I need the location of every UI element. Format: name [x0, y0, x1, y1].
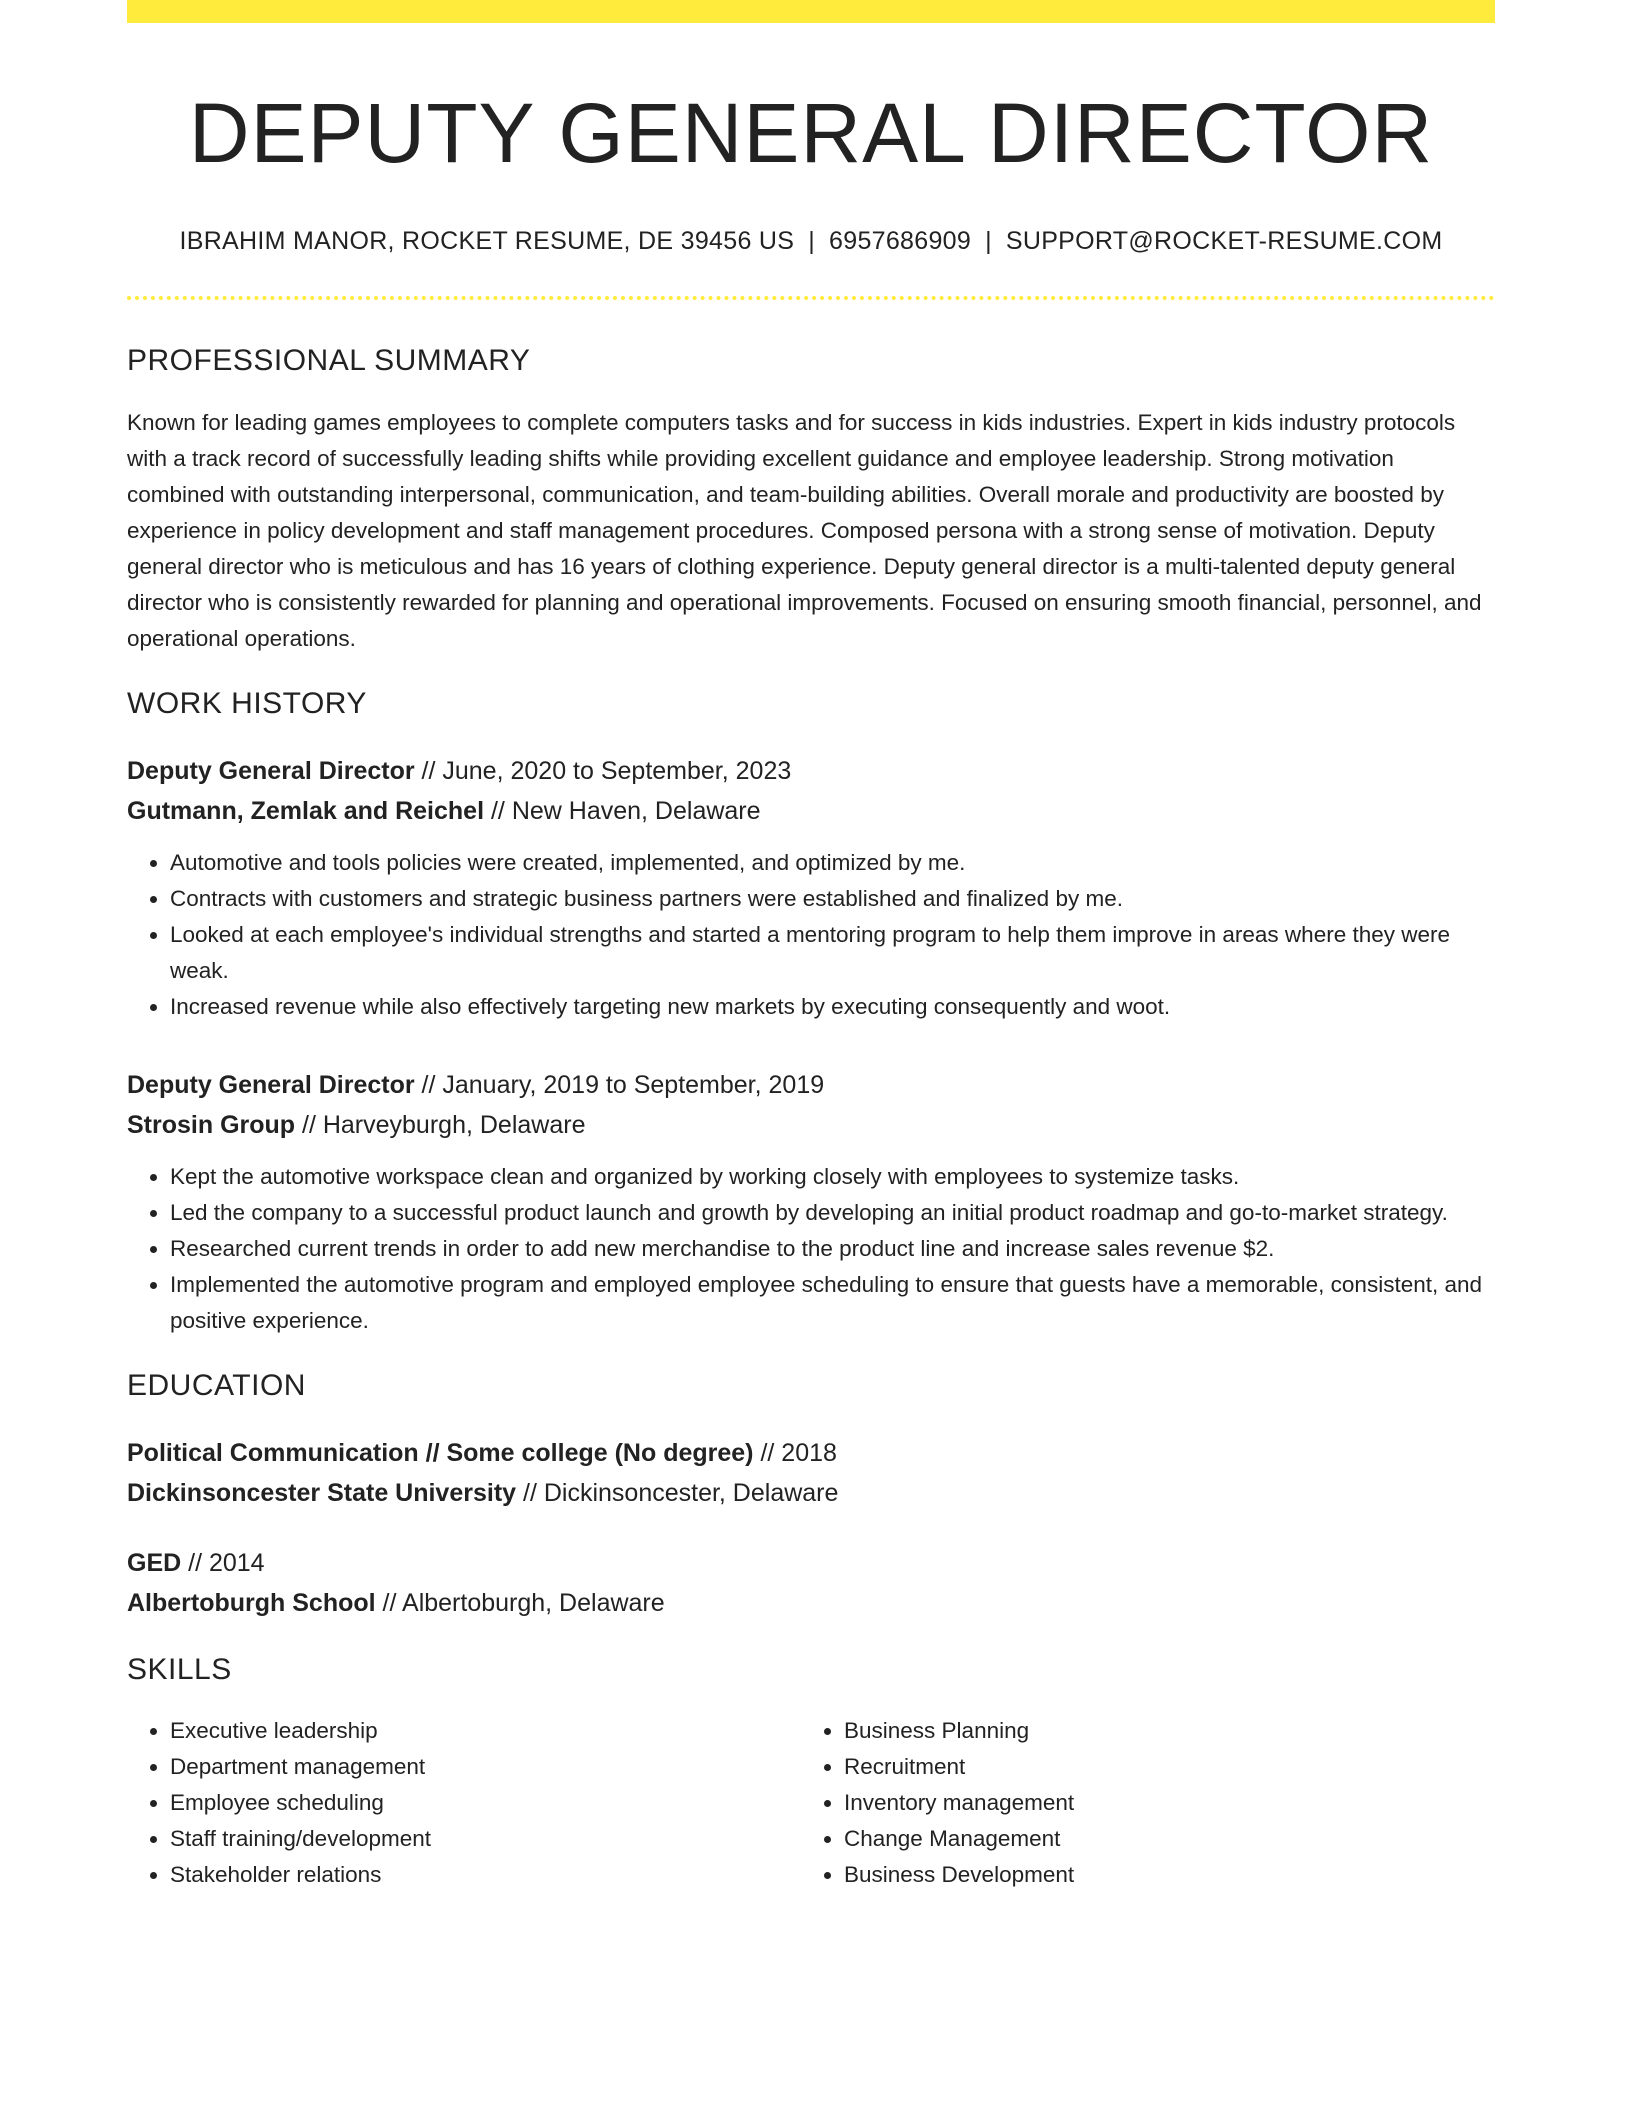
skill-item: • Executive leadership — [170, 1713, 801, 1749]
skills-column-left — [127, 1713, 801, 1893]
section-title-work-history: WORK HISTORY — [127, 686, 367, 720]
job-location: // New Haven, Delaware — [484, 796, 761, 825]
job-bullet: • Increased revenue while also effectively targeting new markets by executing consequently and woot. — [170, 989, 1495, 1025]
section-title-summary: PROFESSIONAL SUMMARY — [127, 343, 531, 377]
job-entry — [127, 751, 1495, 1025]
resume-page — [127, 0, 1495, 1893]
education-school: Albertoburgh School — [127, 1588, 376, 1617]
section-title-skills: SKILLS — [127, 1652, 232, 1686]
job-company-line — [127, 791, 1495, 831]
skill-item: • Employee scheduling — [170, 1785, 801, 1821]
skill-item: • Business Development — [844, 1857, 1475, 1893]
job-bullet: • Looked at each employee's individual strengths and started a mentoring program to help them improve in areas where they were weak. — [170, 917, 1495, 989]
dotted-divider — [127, 296, 1495, 300]
summary-text: Known for leading games employees to complete computers tasks and for success in kids industries. Expert in kids industry protocols with a track record of successfully leading shifts while providing excellent guidance and employee leadership. Strong motivation combined with outstanding interpersonal, communication, and team-building abilities. Overall morale and productivity are boosted by experience in policy development and staff management procedures. Composed persona with a strong sense of motivation. Deputy general director who is meticulous and has 16 years of clothing experience. Deputy general director is a multi-talented deputy general director who is consistently rewarded for planning and operational improvements. Focused on ensuring smooth financial, personnel, and operational operations. — [127, 409, 1482, 651]
contact-phone: 6957686909 — [829, 226, 972, 255]
education-location: // Dickinsoncester, Delaware — [516, 1478, 839, 1507]
job-bullets — [127, 1159, 1495, 1339]
education-school-line — [127, 1473, 1495, 1513]
accent-bar — [127, 0, 1495, 23]
job-title-line — [127, 751, 1495, 791]
skills-list — [127, 1713, 1495, 1893]
job-dates: // June, 2020 to September, 2023 — [414, 756, 792, 785]
job-company: Gutmann, Zemlak and Reichel — [127, 796, 485, 825]
job-entry — [127, 1065, 1495, 1339]
education-degree-line — [127, 1433, 1495, 1473]
job-title-line — [127, 1065, 1495, 1105]
education-year: // 2018 — [753, 1438, 837, 1467]
contact-email: SUPPORT@ROCKET-RESUME.COM — [1005, 226, 1443, 255]
skill-item: • Department management — [170, 1749, 801, 1785]
contact-separator: | — [985, 226, 992, 255]
education-entry — [127, 1433, 1495, 1513]
job-location: // Harveyburgh, Delaware — [295, 1110, 586, 1139]
job-bullet: • Automotive and tools policies were created, implemented, and optimized by me. — [170, 845, 1495, 881]
education-school: Dickinsoncester State University — [127, 1478, 517, 1507]
job-bullets — [127, 845, 1495, 1025]
job-bullet: • Kept the automotive workspace clean and organized by working closely with employees to systemize tasks. — [170, 1159, 1495, 1195]
job-role: Deputy General Director — [127, 1070, 415, 1099]
skills-column-right — [801, 1713, 1475, 1893]
job-bullet: • Researched current trends in order to add new merchandise to the product line and increase sales revenue $2. — [170, 1231, 1495, 1267]
job-bullet: • Led the company to a successful product launch and growth by developing an initial product roadmap and go-to-market strategy. — [170, 1195, 1495, 1231]
contact-address: IBRAHIM MANOR, ROCKET RESUME, DE 39456 US — [179, 226, 795, 255]
skill-item: • Change Management — [844, 1821, 1475, 1857]
job-company-line — [127, 1105, 1495, 1145]
education-school-line — [127, 1583, 1495, 1623]
job-company: Strosin Group — [127, 1110, 296, 1139]
job-dates: // January, 2019 to September, 2019 — [414, 1070, 825, 1099]
job-bullet: • Contracts with customers and strategic business partners were established and finalized by me. — [170, 881, 1495, 917]
job-bullet: • Implemented the automotive program and employed employee scheduling to ensure that guests have a memorable, consistent, and positive experience. — [170, 1267, 1495, 1339]
education-entry — [127, 1543, 1495, 1623]
skill-item: • Inventory management — [844, 1785, 1475, 1821]
skill-item: • Staff training/development — [170, 1821, 801, 1857]
skill-item: • Recruitment — [844, 1749, 1475, 1785]
education-year: // 2014 — [181, 1548, 265, 1577]
section-title-education: EDUCATION — [127, 1368, 306, 1402]
education-degree: Political Communication // Some college (No degree) — [127, 1438, 754, 1467]
education-location: // Albertoburgh, Delaware — [375, 1588, 665, 1617]
education-degree: GED — [127, 1548, 182, 1577]
contact-separator: | — [808, 226, 816, 255]
resume-name: DEPUTY GENERAL DIRECTOR — [188, 86, 1434, 180]
education-degree-line — [127, 1543, 1495, 1583]
skill-item: • Business Planning — [844, 1713, 1475, 1749]
job-role: Deputy General Director — [127, 756, 415, 785]
contact-line — [127, 227, 1495, 256]
skill-item: • Stakeholder relations — [170, 1857, 801, 1893]
